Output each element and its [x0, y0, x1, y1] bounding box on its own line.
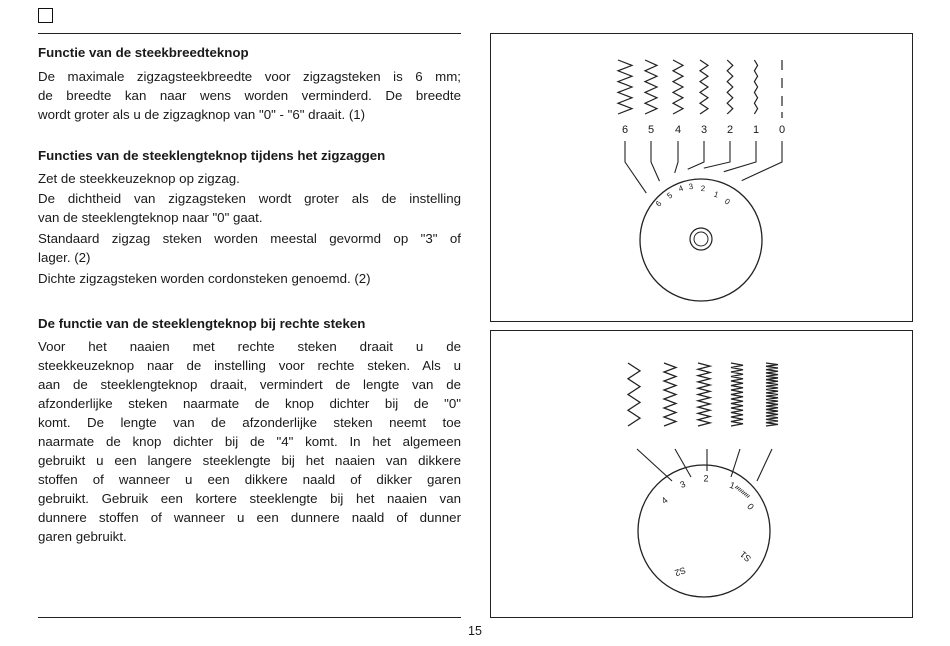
hatch-mark — [744, 493, 747, 495]
dial-label: 2 — [703, 473, 709, 484]
hatch-mark — [735, 486, 738, 488]
stitch-sample — [618, 60, 632, 114]
leader-line — [675, 449, 691, 477]
text-line: wordt groter als u de zigzagknop van "0" - "6" draait. (1) — [38, 107, 366, 122]
stitch-label: 6 — [621, 124, 629, 136]
dial-label: 1 — [712, 189, 720, 200]
text-line: Dichte zigzagsteken worden cordonsteken genoemd. (2) — [38, 271, 371, 286]
stitch-label: 2 — [726, 124, 734, 136]
text-line: Zet de steekkeuzeknop op zigzag. — [38, 171, 240, 186]
stitch-width-figure — [490, 33, 913, 322]
leader-line — [724, 141, 756, 172]
stitch-sample — [628, 363, 640, 426]
dial-center-inner — [694, 232, 708, 246]
text-line: dunnere stoffen of wanneer u een dunnere naald of dunner — [38, 510, 461, 525]
dial-label: 1 — [728, 479, 737, 491]
text-line: gebruikt. Gebruik een kortere steeklengte bij het naaien van — [38, 491, 461, 506]
length-stitch-samples — [628, 363, 778, 426]
stitch-sample — [673, 60, 683, 114]
bottom-rule — [38, 617, 461, 618]
text-line: naarmate de knop dichter bij de "4" komt. In het algemeen — [38, 434, 461, 449]
paragraph-zigzag-2 — [38, 189, 461, 227]
dial-center-outer — [690, 228, 712, 250]
fine-stitch-marker — [735, 486, 750, 498]
leader-line — [742, 141, 782, 181]
width-stitch-labels — [622, 124, 785, 136]
paragraph-straight — [38, 337, 461, 546]
stitch-sample — [766, 363, 778, 426]
stitch-sample — [664, 363, 676, 426]
stitch-width-illustration — [491, 34, 914, 323]
stitch-sample — [698, 363, 710, 426]
leader-line — [625, 141, 646, 193]
leader-line — [688, 141, 704, 169]
stitch-label: 1 — [752, 124, 760, 136]
dial-label: 3 — [678, 478, 687, 490]
length-dial-labels — [659, 473, 755, 578]
text-line: aan de steeklengteknop draait, vermindert de lengte van de — [38, 377, 461, 392]
dial-label: S1 — [738, 549, 754, 564]
leader-line — [757, 449, 772, 481]
hatch-mark — [738, 488, 741, 490]
hatch-mark — [747, 495, 750, 497]
dial-label: S2 — [673, 565, 688, 579]
width-stitch-samples — [618, 60, 782, 118]
hatch-mark — [740, 489, 743, 491]
dial-label: 4 — [677, 183, 685, 194]
stitch-sample — [727, 60, 733, 114]
text-line: van de steeklengteknop naar "0" gaat. — [38, 210, 263, 225]
section-heading-zigzag: Functies van de steeklengteknop tijdens het zigzaggen — [38, 148, 386, 163]
stitch-sample — [731, 363, 743, 426]
width-dial-labels — [654, 182, 732, 209]
text-line: Voor het naaien met rechte steken draait u de — [38, 339, 461, 354]
checkbox — [38, 8, 53, 23]
leader-line — [675, 141, 678, 173]
text-line: komt. De lengte van de afzonderlijke steken neemt toe — [38, 415, 461, 430]
top-rule — [38, 33, 461, 34]
hatch-mark — [737, 487, 740, 489]
width-dial — [640, 179, 762, 301]
text-line: De maximale zigzagsteekbreedte voor zigzagsteken is 6 mm; — [38, 69, 461, 84]
leader-line — [704, 141, 730, 168]
stitch-label: 0 — [778, 124, 786, 136]
text-line: steekkeuzeknop naar de instelling voor rechte steken. Als u — [38, 358, 461, 373]
dial-label: 3 — [687, 181, 694, 192]
text-line: De dichtheid van zigzagsteken wordt groter als de instelling — [38, 191, 461, 206]
dial-label: 0 — [745, 501, 756, 512]
dial-label: 4 — [659, 495, 670, 506]
stitch-sample — [700, 60, 708, 114]
paragraph-zigzag-1 — [38, 169, 461, 188]
hatch-mark — [743, 492, 746, 494]
text-line: de breedte kan naar wens worden verminderd. De breedte — [38, 88, 461, 103]
stitch-label: 4 — [674, 124, 682, 136]
stitch-label: 5 — [647, 124, 655, 136]
length-dial — [638, 465, 770, 597]
text-line: afzonderlijke steken naarmate de knop dichter bij de "0" — [38, 396, 461, 411]
section-heading-width: Functie van de steekbreedteknop — [38, 45, 249, 60]
stitch-label: 3 — [700, 124, 708, 136]
text-line: lager. (2) — [38, 250, 91, 265]
text-line: garen gebruikt. — [38, 529, 127, 544]
page-number: 15 — [468, 624, 482, 638]
dial-label: 0 — [722, 196, 732, 207]
hatch-mark — [741, 491, 744, 493]
text-line: stoffen of wanneer u een dikkere naald of dikker garen — [38, 472, 461, 487]
text-line: gebruikt u een langere steeklengte bij het naaien van dikkere — [38, 453, 461, 468]
section-heading-straight: De functie van de steeklengteknop bij rechte steken — [38, 316, 366, 331]
text-line: Standaard zigzag steken worden meestal gevormd op "3" of — [38, 231, 461, 246]
dial-label: 5 — [665, 190, 675, 201]
stitch-sample — [645, 60, 657, 114]
stitch-length-illustration — [491, 331, 914, 619]
paragraph-width — [38, 67, 461, 124]
paragraph-zigzag-3 — [38, 229, 461, 267]
stitch-length-figure — [490, 330, 913, 618]
dial-label: 6 — [653, 199, 664, 209]
paragraph-zigzag-4 — [38, 269, 461, 288]
hatch-mark — [746, 494, 749, 496]
leader-line — [651, 141, 660, 181]
dial-label: 2 — [700, 184, 706, 194]
stitch-sample — [754, 60, 757, 114]
